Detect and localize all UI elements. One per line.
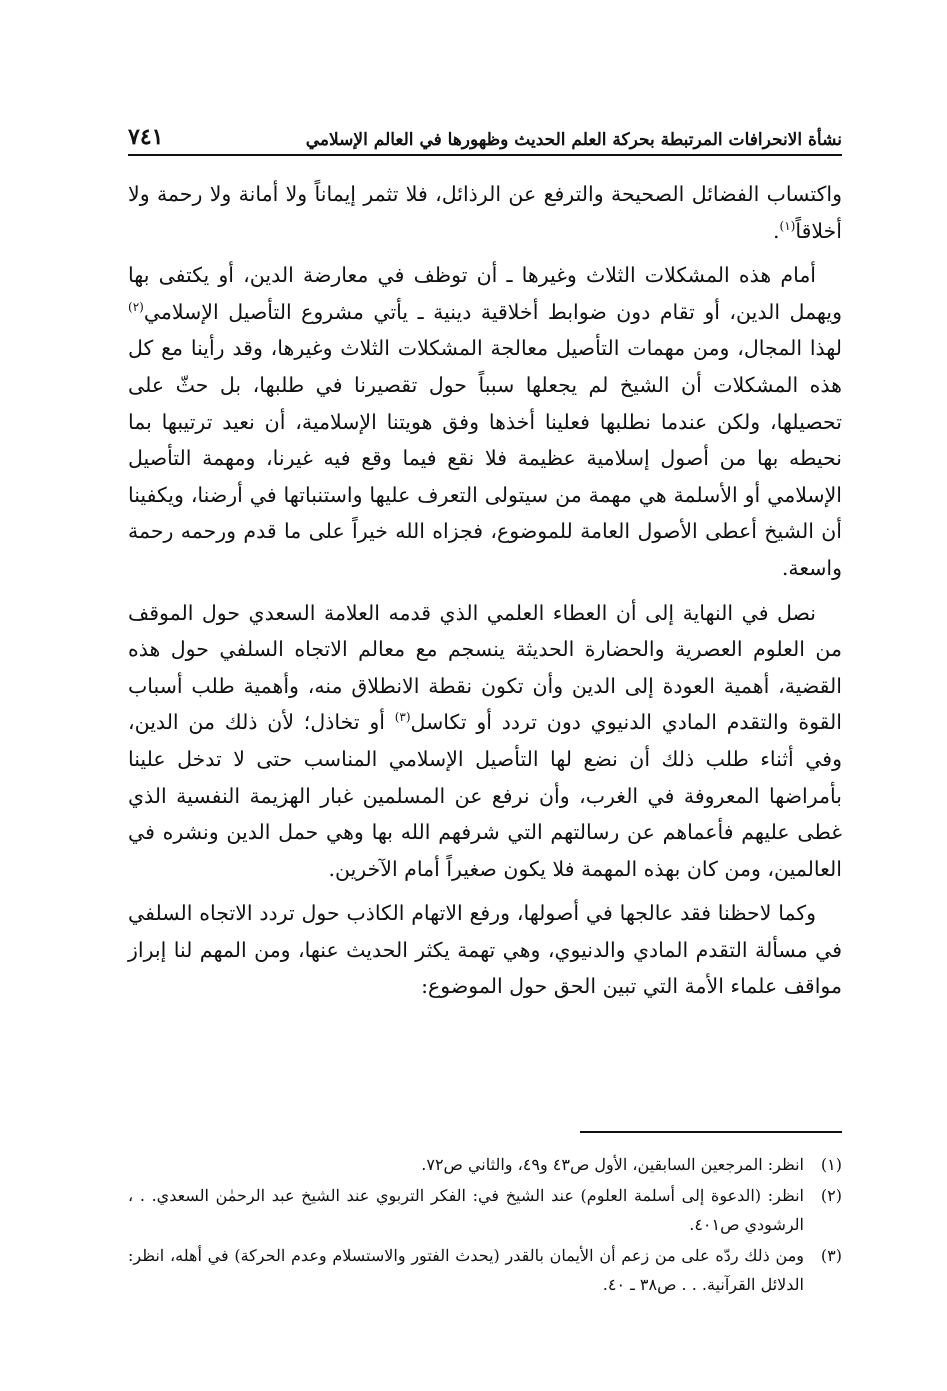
footnote-text: ومن ذلك ردّه على من زعم أن الأيمان بالقدر (يحدث الفتور والاستسلام وعدم الحركة) في أهله، انظر: الدلائل القرآنية. . . ص٣٨ ـ ٤٠. <box>128 1246 804 1294</box>
footnote-ref-1: (١) <box>779 218 796 233</box>
page-number: ٧٤١ <box>128 124 164 150</box>
footnote-text: انظر: (الدعوة إلى أسلمة العلوم) عند الشيخ في: الفكر التربوي عند الشيخ عبد الرحمٰن السعدي. . ، الرشودي ص٤٠١. <box>128 1186 804 1234</box>
footnote-marker: (٢) <box>820 1186 842 1205</box>
footnote-2 <box>128 1181 842 1239</box>
paragraph-1-text: واكتساب الفضائل الصحيحة والترفع عن الرذائل، فلا تثمر إيماناً ولا أمانة ولا رحمة ولا أخلاقاً <box>128 182 842 243</box>
footnotes <box>128 1150 842 1301</box>
footnote-marker: (١) <box>820 1155 842 1174</box>
paragraph-1 <box>128 176 842 249</box>
footnote-separator <box>580 1131 842 1133</box>
paragraph-3-part-b: أو تخاذل؛ لأن ذلك من الدين، وفي أثناء طلب ذلك أن نضع لها التأصيل الإسلامي المناسب حتى لا تدخل علينا بأمراضها المعروفة في الغرب، وأن نرفع عن المسلمين غبار الهزيمة النفسية الذي غطى عليهم فأعماهم عن رسالتهم التي شرفهم الله بها وهي حمل الدين ونشره في العالمين، ومن كان بهذه المهمة فلا يكون صغيراً أمام الآخرين. <box>128 710 842 881</box>
paragraph-1-end: . <box>772 218 780 243</box>
paragraph-2-part-a: أمام هذه المشكلات الثلاث وغيرها ـ أن توظف في معارضة الدين، أو يكتفى بها ويهمل الدين، أو تقام دون ضوابط أخلاقية دينية ـ يأتي مشروع التأصيل الإسلامي <box>128 263 842 324</box>
paragraph-3-part-a: نصل في النهاية إلى أن العطاء العلمي الذي قدمه العلامة السعدي حول الموقف من العلوم العصرية والحضارة الحديثة ينسجم مع معالم الاتجاه السلفي حول هذه القضية، أهمية العودة إلى الدين وأن تكون نقطة الانطلاق منه، وأهمية طلب أسباب القوة والتقدم المادي الدنيوي دون تردد أو تكاسل <box>128 600 842 735</box>
running-title: نشأة الانحرافات المرتبطة بحركة العلم الحديث وظهورها في العالم الإسلامي <box>305 130 842 150</box>
footnote-3 <box>128 1241 842 1299</box>
footnote-text: انظر: المرجعين السابقين، الأول ص٤٣ و٤٩، والثاني ص٧٢. <box>421 1155 804 1174</box>
footnote-1 <box>128 1150 842 1179</box>
page-header <box>128 110 842 156</box>
paragraph-2 <box>128 257 842 586</box>
main-text <box>128 176 842 1005</box>
footnote-ref-2: (٢) <box>128 299 144 314</box>
paragraph-3 <box>128 595 842 888</box>
paragraph-2-part-b: لهذا المجال، ومن مهمات التأصيل معالجة المشكلات الثلاث وغيرها، وقد رأينا مع كل هذه المشكلات أن الشيخ لم يجعلها سبباً حول تقصيرنا في طلبها، بل حثّ على تحصيلها، ولكن عندما نطلبها فعلينا أخذها وفق هويتنا الإسلامية، أن نعيد ترتيبها بما نحيطه بها من أصول إسلامية عظيمة فلا نقع فيما وقع فيه غيرنا، ومهمة التأصيل الإسلامي أو الأسلمة هي مهمة من سيتولى التعرف عليها واستنباتها في أرضنا، ويكفينا أن الشيخ أعطى الأصول العامة للموضوع، فجزاه الله خيراً على ما قدم ورحمه رحمة واسعة. <box>128 336 842 580</box>
paragraph-4: وكما لاحظنا فقد عالجها في أصولها، ورفع الاتهام الكاذب حول تردد الاتجاه السلفي في مسألة التقدم المادي والدنيوي، وهي تهمة يكثر الحديث عنها، ومن المهم لنا إبراز مواقف علماء الأمة التي تبين الحق حول الموضوع: <box>128 901 842 999</box>
footnote-ref-3: (٣) <box>394 710 411 725</box>
footnote-marker: (٣) <box>820 1246 842 1265</box>
